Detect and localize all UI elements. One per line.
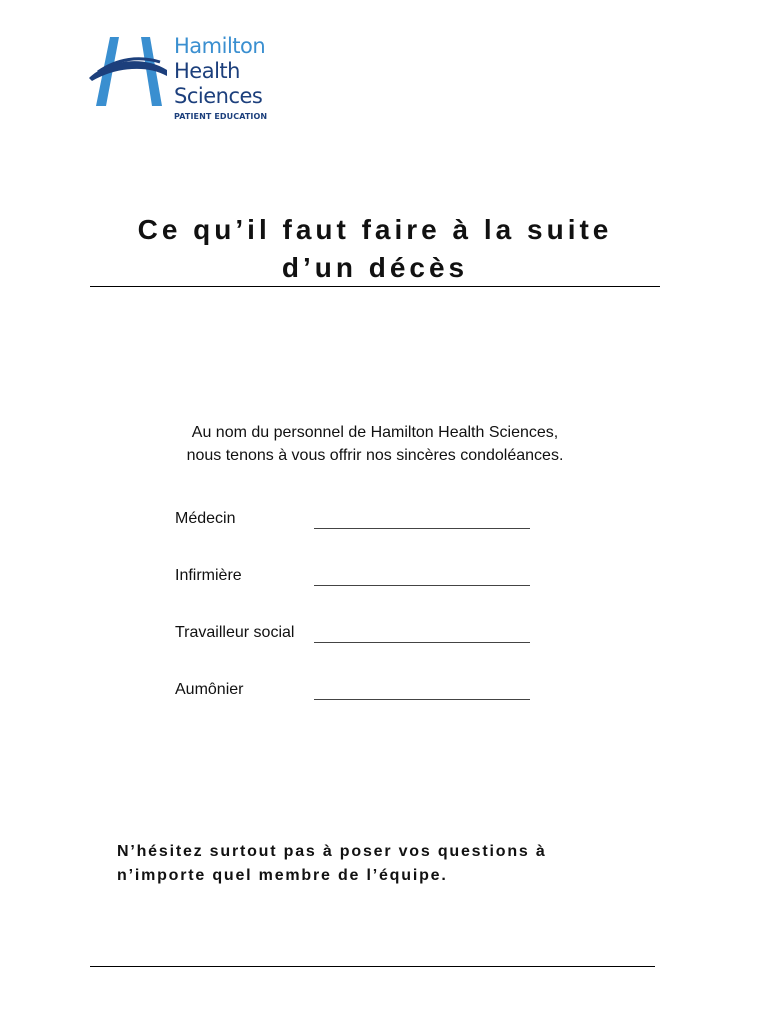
logo-line-health: Health	[174, 59, 240, 83]
questions-note-line-2: n’importe quel membre de l’équipe.	[117, 867, 448, 884]
footer-divider	[90, 966, 655, 967]
logo-wordmark	[174, 34, 298, 121]
staff-label: Aumônier	[175, 681, 244, 698]
logo-subtitle: PATIENT EDUCATION	[174, 112, 268, 121]
staff-name-blank[interactable]	[314, 679, 530, 700]
staff-label: Médecin	[175, 510, 236, 527]
condolences-line-2: nous tenons à vous offrir nos sincères condoléances.	[186, 447, 564, 464]
hamilton-health-sciences-logo	[88, 34, 298, 126]
document-title-line-1: Ce qu’il faut faire à la suite	[137, 214, 613, 245]
staff-name-blank[interactable]	[314, 508, 530, 529]
staff-label: Travailleur social	[175, 624, 295, 641]
condolences-message	[140, 421, 610, 467]
staff-row-social-worker	[175, 622, 575, 646]
staff-name-blank[interactable]	[314, 622, 530, 643]
questions-note-line-1: N’hésitez surtout pas à poser vos questions à	[117, 843, 547, 860]
staff-row-physician	[175, 508, 575, 532]
logo-line-sciences: Sciences	[174, 84, 263, 108]
logo-bridge-icon	[88, 34, 174, 108]
title-divider	[90, 286, 660, 287]
staff-label: Infirmière	[175, 567, 242, 584]
questions-note	[117, 840, 637, 888]
document-title-line-2: d’un décès	[281, 252, 469, 283]
staff-name-blank[interactable]	[314, 565, 530, 586]
staff-row-chaplain	[175, 679, 575, 703]
condolences-line-1: Au nom du personnel de Hamilton Health Sciences,	[191, 424, 559, 441]
staff-row-nurse	[175, 565, 575, 589]
document-title	[90, 211, 660, 287]
logo-line-hamilton: Hamilton	[174, 34, 266, 58]
